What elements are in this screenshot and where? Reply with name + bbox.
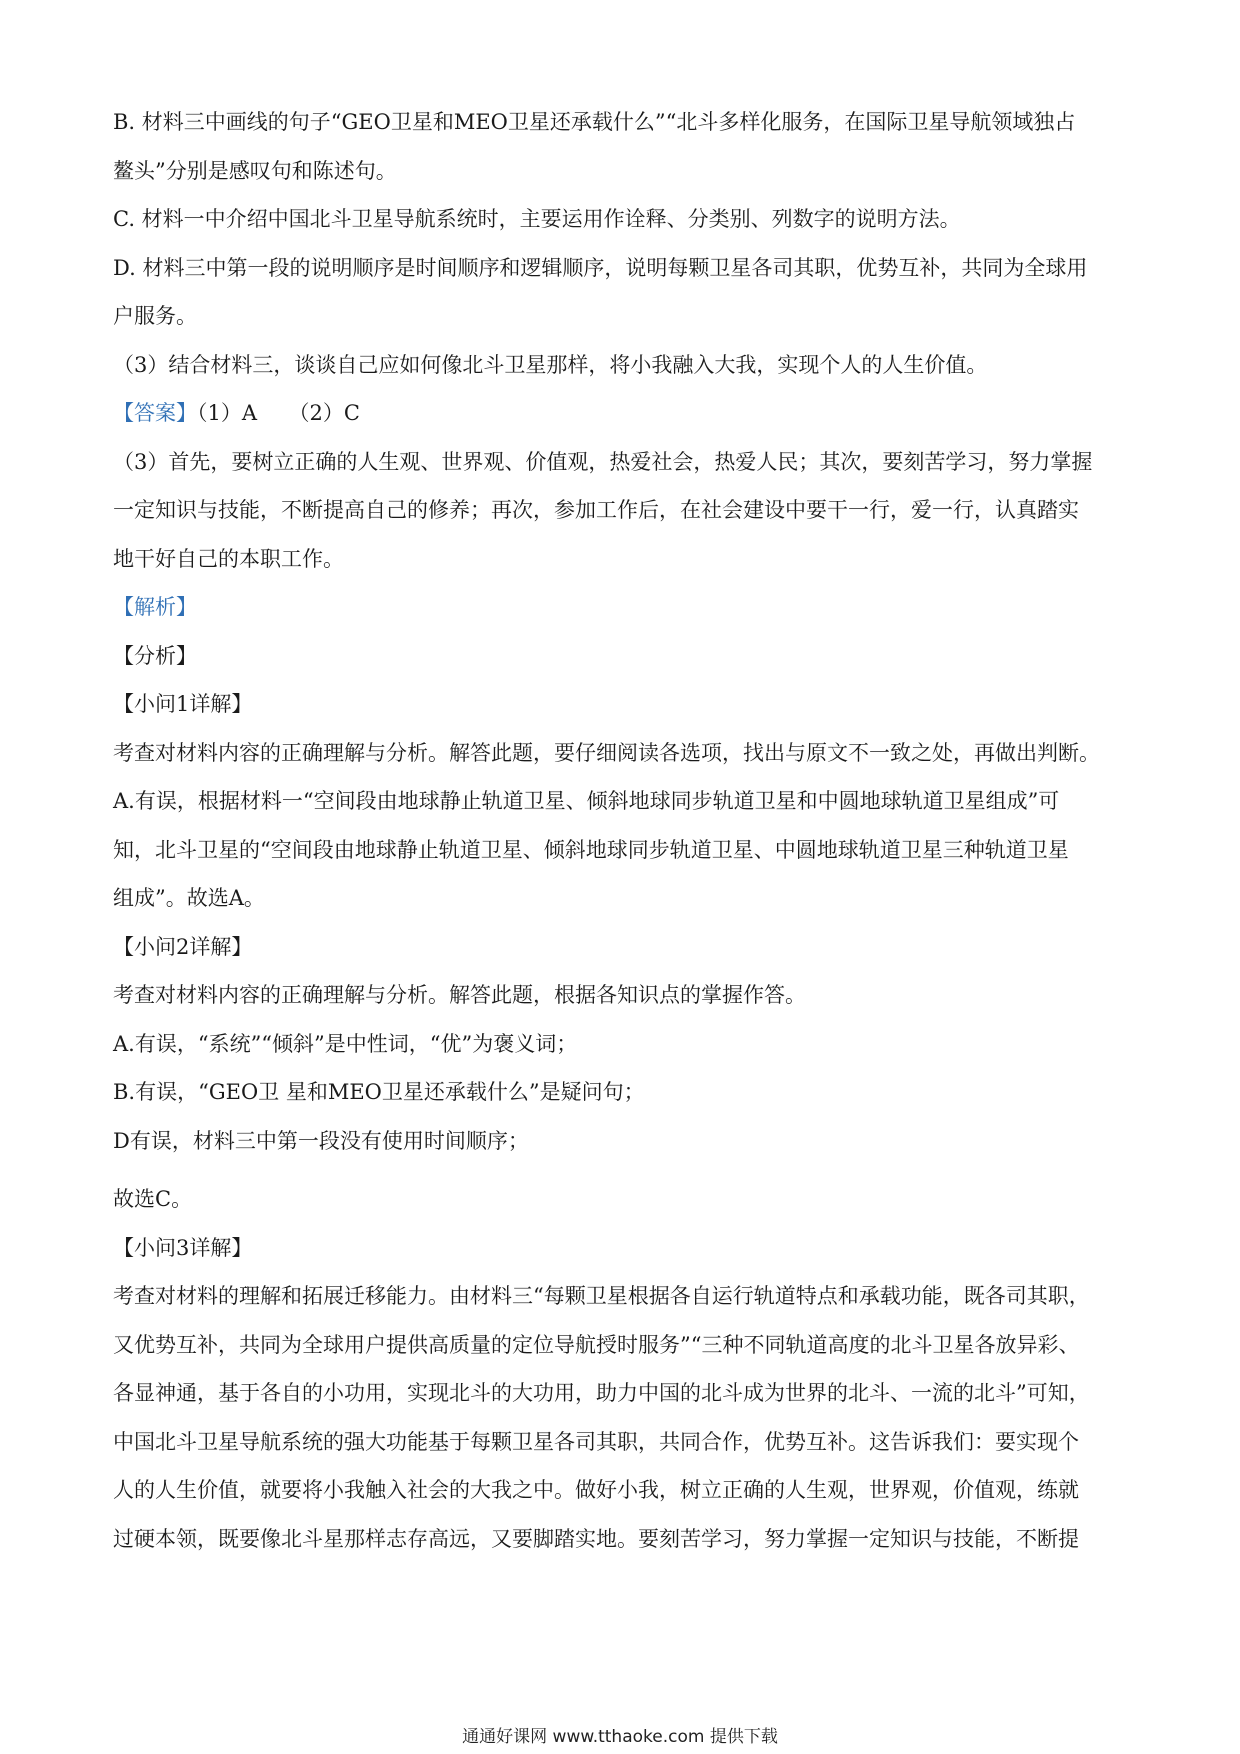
sub-question-2-line-4: D有误，材料三中第一段没有使用时间顺序； <box>113 1128 529 1153</box>
page-footer[interactable]: 通通好课网 www.tthaoke.com 提供下载 <box>462 1727 778 1747</box>
sub-question-3-line-2: 又优势互补，共同为全球用户提供高质量的定位导航授时服务”“三种不同轨道高度的北斗卫星各放异彩、 <box>113 1332 1080 1357</box>
sub-question-2-heading: 【小问2详解】 <box>113 934 253 959</box>
option-b-line-1: B. 材料三中画线的句子“GEO卫星和MEO卫星还承载什么”“北斗多样化服务，在国际卫星导航领域独占 <box>113 110 1076 134</box>
sub-question-2-conclusion: 故选C。 <box>113 1187 193 1211</box>
sub-question-1-line-3: 知，北斗卫星的“空间段由地球静止轨道卫星、倾斜地球同步轨道卫星、中圆地球轨道卫星三种轨道卫星 <box>113 837 1069 862</box>
sub-question-2-line-3: B.有误，“GEO卫 星和MEO卫星还承载什么”是疑问句； <box>113 1080 645 1104</box>
analysis-tag: 【解析】 <box>113 595 197 619</box>
sub-question-3-line-3: 各显神通，基于各自的小功用，实现北斗的大功用，助力中国的北斗成为世界的北斗、一流的北斗”可知， <box>113 1381 1090 1405</box>
sub-question-3-line-5: 人的人生价值，就要将小我触入社会的大我之中。做好小我，树立正确的人生观，世界观，价值观，练就 <box>113 1478 1079 1502</box>
page-content <box>113 98 1133 1563</box>
answer-line <box>113 389 1133 438</box>
sub-question-3-line-6: 过硬本领，既要像北斗星那样志存高远，又要脚踏实地。要刻苦学习，努力掌握一定知识与技能，不断提 <box>113 1526 1079 1551</box>
sub-question-1-line-2: A.有误，根据材料一“空间段由地球静止轨道卫星、倾斜地球同步轨道卫星和中圆地球轨道卫星组成”可 <box>113 789 1060 813</box>
sub-question-3-line-1: 考查对材料的理解和拓展迁移能力。由材料三“每颗卫星根据各自运行轨道特点和承载功能，既各司其职， <box>113 1284 1090 1308</box>
option-d-line-2: 户服务。 <box>113 304 197 328</box>
answer-3-line-2: 一定知识与技能，不断提高自己的修养；再次，参加工作后，在社会建设中要干一行，爱一行，认真踏实 <box>113 498 1079 522</box>
option-d-line-1: D. 材料三中第一段的说明顺序是时间顺序和逻辑顺序，说明每颗卫星各司其职，优势互补，共同为全球用 <box>113 255 1088 280</box>
sub-question-2-line-2: A.有误，“系统”“倾斜”是中性词，“优”为褒义词； <box>113 1031 578 1056</box>
answer-values: （1）A （2）C <box>197 401 360 425</box>
analysis-heading: 【分析】 <box>113 643 197 668</box>
option-c-line: C. 材料一中介绍中国北斗卫星导航系统时，主要运用作诠释、分类别、列数字的说明方法。 <box>113 207 961 231</box>
sub-question-3-line-4: 中国北斗卫星导航系统的强大功能基于每颗卫星各司其职，共同合作，优势互补。这告诉我们：要实现个 <box>113 1429 1079 1454</box>
answer-3-line-3: 地干好自己的本职工作。 <box>113 546 344 571</box>
sub-question-1-line-4: 组成”。故选A。 <box>113 886 265 910</box>
sub-question-3-heading: 【小问3详解】 <box>113 1235 253 1260</box>
answer-3-line-1: （3）首先，要树立正确的人生观、世界观、价值观，热爱社会，热爱人民；其次，要刻苦学习，努力掌握 <box>113 449 1093 474</box>
question-3: （3）结合材料三，谈谈自己应如何像北斗卫星那样，将小我融入大我，实现个人的人生价值。 <box>113 352 988 377</box>
spacer <box>113 1165 1133 1175</box>
sub-question-1-heading: 【小问1详解】 <box>113 692 253 716</box>
sub-question-2-line-1: 考查对材料内容的正确理解与分析。解答此题，根据各知识点的掌握作答。 <box>113 983 806 1007</box>
answer-tag: 【答案】 <box>113 401 197 425</box>
option-b-line-2: 鳌头”分别是感叹句和陈述句。 <box>113 158 397 183</box>
sub-question-1-line-1: 考查对材料内容的正确理解与分析。解答此题，要仔细阅读各选项，找出与原文不一致之处，再做出判断。 <box>113 740 1100 765</box>
